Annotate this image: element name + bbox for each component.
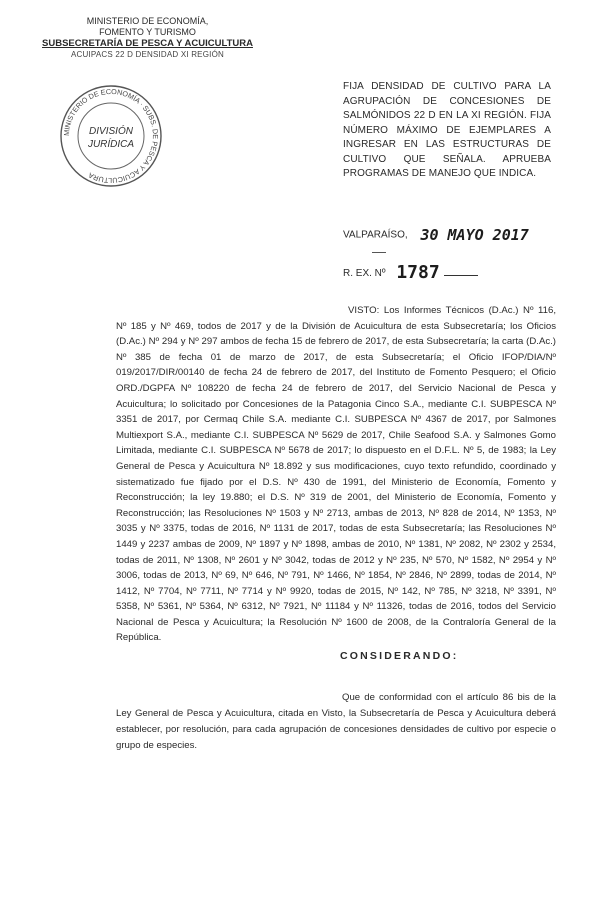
date-stamp: 30 MAYO 2017: [420, 226, 529, 244]
resolution-underline: [444, 275, 478, 276]
division-juridica-stamp: [55, 80, 167, 192]
resolution-label: R. EX. Nº: [343, 268, 386, 279]
date-line: [343, 226, 529, 244]
stamp-ring-text: MINISTERIO DE ECONOMÍA · SUBS. DE PESCA Y ACUICULTURA: [61, 86, 161, 186]
resolution-number-line: [343, 262, 478, 283]
ministry-name-line-2: FOMENTO Y TURISMO: [99, 27, 196, 37]
considerando-heading: CONSIDERANDO:: [340, 650, 459, 662]
separator-mark: [372, 252, 386, 253]
ministry-name: MINISTERIO DE ECONOMÍA,: [86, 16, 209, 26]
city-label: VALPARAÍSO,: [343, 229, 408, 241]
resolution-summary: FIJA DENSIDAD DE CULTIVO PARA LA AGRUPACIÓN DE CONCESIONES DE SALMÓNIDOS 22 D EN LA XI REGIÓN. FIJA NÚMERO MÁXIMO DE EJEMPLARES A INGRESAR EN LAS ESTRUCTURAS DE CULTIVO QUE SEÑALA. APRUEBA PROGRAMAS DE MANEJO QUE INDICA.: [343, 81, 551, 179]
letterhead: [40, 16, 255, 60]
document-reference: ACUIPACS 22 D DENSIDAD XI REGIÓN: [71, 50, 224, 59]
resolution-number: 1787: [396, 262, 440, 283]
considerando-paragraph-1: Que de conformidad con el artículo 86 bis de la Ley General de Pesca y Acuicultura, citada en Visto, la Subsecretaría de Pesca y Acuicultura deberá establecer, por resolución, para cada agrupación de concesiones densidades de cultivo por especie o grupo de especies.: [116, 692, 556, 751]
stamp-division-label: DIVISIÓN: [89, 126, 133, 137]
visto-paragraph: VISTO: Los Informes Técnicos (D.Ac.) Nº 116, Nº 185 y Nº 469, todos de 2017 y de la División de Acuicultura de esta Subsecretaría; los Oficios (D.Ac.) Nº 294 y Nº 297 ambos de fecha 15 de febrero de 2017, de esta Subsecretaría; la carta (D.Ac.) Nº 385 de fecha 01 de marzo de 2017, de esta Subsecretaría; el Oficio IFOP/DIA/Nº 019/2017/DIR/00140 de fecha 24 de febrero de 2017, del Instituto de Fomento Pesquero; el Oficio ORD./DGPFA Nº 108220 de fecha 24 de febrero de 2017, del Servicio Nacional de Pesca y Acuicultura; lo solicitado por Concesiones de la Patagonia Cinco S.A., mediante C.I. SUBPESCA Nº 3351 de 2017, por Cermaq Chile S.A. mediante C.I. SUBPESCA Nº 4367 de 2017, por Salmones Multiexport S.A., mediante C.I. SUBPESCA Nº 5629 de 2017, Chile Seafood S.A. y Salmones Gomo Limitada, mediante C.I. SUBPESCA Nº 5678 de 2017; lo dispuesto en el D.F.L. Nº 5, de 1983; la Ley General de Pesca y Acuicultura Nº 18.892 y sus modificaciones, cuyo texto refundido, coordinado y sistematizado fue fijado por el D.S. Nº 430 de 1991, del Ministerio de Economía, Fomento y Reconstrucción; la ley 19.880; el D.S. Nº 319 de 2001, del Ministerio de Economía, Fomento y Reconstrucción; las Resoluciones Nº 1503 y Nº 2713, ambas de 2013, Nº 828 de 2014, Nº 1353, Nº 3035 y Nº 3375, todas de 2016, Nº 1131 de 2017, todas de esta Subsecretaría; las Resoluciones Nº 1449 y 2237 ambas de 2009, Nº 1897 y Nº 1898, ambas de 2010, Nº 1381, Nº 2082, Nº 2302 y 2534, todas de 2011, Nº 1308, Nº 2601 y Nº 3042, todas de 2012 y Nº 235, Nº 570, Nº 1582, Nº 2954 y Nº 3006, todas de 2013, Nº 69, Nº 646, Nº 791, Nº 1466, Nº 1854, Nº 2846, Nº 2899, todas de 2014, Nº 1412, Nº 7704, Nº 7711, Nº 7714 y Nº 9920, todas de 2015, Nº 142, Nº 785, Nº 3218, Nº 3391, Nº 5358, Nº 5361, Nº 5364, Nº 6312, Nº 7921, Nº 11184 y Nº 11326, todas de 2016, todos del Servicio Nacional de Pesca y Acuicultura; la Resolución Nº 1600 de 2008, de la Contraloría General de la República.: [116, 305, 556, 644]
stamp-juridica-label: JURÍDICA: [87, 139, 135, 150]
subsecretaria-name: SUBSECRETARÍA DE PESCA Y ACUICULTURA: [42, 38, 253, 49]
